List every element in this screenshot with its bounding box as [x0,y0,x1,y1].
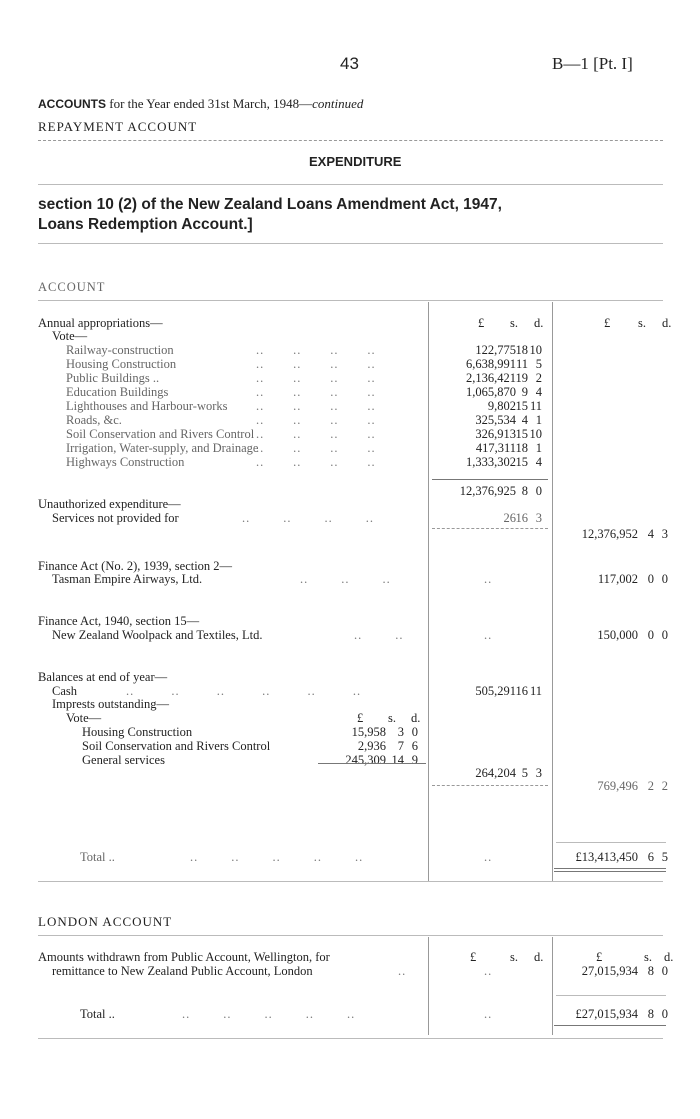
double-rule [554,868,666,869]
london-account-heading: LONDON ACCOUNT [38,914,173,929]
unauthorized-shillings: 16 [515,511,528,525]
grand-total-pence: 5 [661,850,668,864]
leader-dots: .. .. .. .. .. [190,850,364,864]
finance-1940-item: New Zealand Woolpack and Textiles, Ltd. [52,628,263,642]
finance-1939-heading: Finance Act (No. 2), 1939, section 2— [38,559,233,573]
leader-dots: .. .. [354,628,404,642]
cash-label: Cash [52,684,77,698]
appropriation-pence: 5 [535,357,542,371]
grand-total-shillings: 6 [647,850,654,864]
leader-dots: .. .. .. .. [256,357,376,371]
london-col1: .. [484,964,493,978]
unauthorized-pounds: 26 [503,511,516,525]
inner-pound-header: £ [357,711,364,725]
finance-1940-pence: 0 [661,628,668,642]
appropriation-pence: 1 [535,441,542,455]
appropriation-pounds: 1,065,870 [466,385,516,399]
unauthorized-heading: Unauthorized expenditure— [38,497,181,511]
london-amount-pence: 0 [661,964,668,978]
leader-dots: .. .. .. .. [256,455,376,469]
london-amount-shillings: 8 [647,964,654,978]
imprests-total-shillings: 5 [521,766,528,780]
appropriation-label: Lighthouses and Harbour-works [66,399,228,413]
london-total-label: Total .. [80,1007,115,1021]
cash-pounds: 505,291 [475,684,516,698]
total-rule [556,995,666,996]
col2-pence-header: d. [662,316,672,330]
appropriation-label: Railway-construction [66,343,174,357]
appropriation-pounds: 1,333,302 [466,455,516,469]
leader-dots: .. .. .. .. [256,399,376,413]
column-rule [552,302,553,882]
col1-pound-header: £ [478,316,485,330]
london-total-pence: 0 [661,1007,668,1021]
appropriation-pence: 11 [529,399,542,413]
london-col2-shilling-header: s. [644,950,652,964]
total-col1: .. [484,850,493,864]
document-reference: B—1 [Pt. I] [552,54,633,73]
section-heading-line1: section 10 (2) of the New Zealand Loans Amendment Act, 1947, [38,196,502,213]
appropriation-shillings: 18 [515,441,528,455]
finance-1940-heading: Finance Act, 1940, section 15— [38,614,200,628]
leader-dots: .. [398,964,407,978]
double-rule [554,1025,666,1026]
appropriation-pounds: 326,913 [475,427,516,441]
appropriation-pounds: 6,638,991 [466,357,516,371]
divider [38,140,663,141]
divider [38,184,663,185]
appropriation-pounds: 2,136,421 [466,371,516,385]
vote-label: Vote— [52,329,88,343]
annual-subtotal-pounds: 12,376,925 [459,484,516,498]
leader-dots: .. .. .. [300,572,391,586]
appropriations-total-shillings: 4 [647,527,654,541]
appropriation-label: Roads, &c. [66,413,122,427]
appropriation-shillings: 18 [515,343,528,357]
leader-dots: .. .. .. .. [256,371,376,385]
col2-pound-header: £ [604,316,611,330]
finance-1939-shillings: 0 [647,572,654,586]
page-number: 43 [340,54,359,73]
leader-dots: .. .. .. .. [242,511,374,525]
appropriation-label: Irrigation, Water-supply, and Drainage [66,441,259,455]
double-rule [554,871,666,872]
london-col1-shilling-header: s. [510,950,518,964]
leader-dots: .. .. .. .. .. .. [126,684,362,698]
leader-dots: .. .. .. .. .. [182,1007,356,1021]
divider [38,243,663,244]
rule [432,785,548,786]
divider [38,300,663,301]
column-rule [428,302,429,882]
rule [432,528,548,529]
balances-total-shillings: 2 [647,779,654,793]
imprests-total-pounds: 264,204 [475,766,516,780]
appropriation-shillings: 4 [521,413,528,427]
london-line1: Amounts withdrawn from Public Account, Wellington, for [38,950,330,964]
cash-pence: 11 [529,684,542,698]
appropriations-total-pounds: 12,376,952 [581,527,638,541]
total-label: Total .. [80,850,115,864]
imprest-pounds: 245,309 [345,753,386,767]
divider [38,1038,663,1039]
accounts-title [38,96,363,112]
appropriation-shillings: 15 [515,399,528,413]
imprest-label: Housing Construction [82,725,193,739]
expenditure-heading: EXPENDITURE [309,154,402,169]
finance-1940-col1: .. [484,628,493,642]
accounts-rest: for the Year ended 31st March, 1948— [109,96,313,111]
finance-1940-shillings: 0 [647,628,654,642]
appropriation-shillings: 9 [521,385,528,399]
imprest-pounds: 2,936 [357,739,386,753]
section-heading-line2: Loans Redemption Account.] [38,216,253,233]
divider [38,881,663,882]
appropriation-label: Education Buildings [66,385,169,399]
leader-dots: .. .. .. .. [256,385,376,399]
divider [38,935,663,936]
unauthorized-pence: 3 [535,511,542,525]
annual-subtotal-shillings: 8 [521,484,528,498]
imprest-pence: 9 [411,753,418,767]
leader-dots: .. .. .. .. [256,427,376,441]
inner-pence-header: d. [411,711,421,725]
appropriation-shillings: 15 [515,455,528,469]
finance-1939-pounds: 117,002 [597,572,638,586]
imprest-pence: 0 [411,725,418,739]
continued-label: continued [312,96,364,111]
imprest-shillings: 7 [397,739,404,753]
imprests-heading: Imprests outstanding— [52,697,170,711]
appropriation-pounds: 122,775 [475,343,516,357]
london-col2-pound-header: £ [596,950,603,964]
finance-1939-col1: .. [484,572,493,586]
imprest-label: General services [82,753,165,767]
imprests-total-pence: 3 [535,766,542,780]
accounts-bold: ACCOUNTS [38,97,106,111]
leader-dots: .. .. .. .. [256,343,376,357]
balances-heading: Balances at end of year— [38,670,168,684]
london-total-pounds: £27,015,934 [575,1007,638,1021]
london-line2: remittance to New Zealand Public Account, London [52,964,313,978]
finance-1939-item: Tasman Empire Airways, Ltd. [52,572,203,586]
imprests-vote-label: Vote— [66,711,102,725]
appropriation-label: Public Buildings .. [66,371,160,385]
appropriation-shillings: 15 [515,427,528,441]
balances-total-pounds: 769,496 [597,779,638,793]
imprest-pence: 6 [411,739,418,753]
london-col2-pence-header: d. [664,950,674,964]
appropriation-pence: 4 [535,455,542,469]
col2-shilling-header: s. [638,316,646,330]
grand-total-pounds: £13,413,450 [575,850,638,864]
appropriation-pence: 10 [529,343,542,357]
appropriations-total-pence: 3 [661,527,668,541]
appropriation-pence: 4 [535,385,542,399]
london-total-col1: .. [484,1007,493,1021]
london-total-shillings: 8 [647,1007,654,1021]
leader-dots: .. .. .. .. [256,413,376,427]
finance-1940-pounds: 150,000 [597,628,638,642]
balances-total-pence: 2 [661,779,668,793]
annual-appropriations-heading: Annual appropriations— [38,316,163,330]
leader-dots: .. .. .. .. [256,441,376,455]
column-rule [428,937,429,1035]
appropriation-shillings: 11 [515,357,528,371]
finance-1939-pence: 0 [661,572,668,586]
unauthorized-item: Services not provided for [52,511,179,525]
subtotal-rule [432,479,548,480]
appropriation-pence: 10 [529,427,542,441]
appropriation-label: Highways Construction [66,455,185,469]
annual-subtotal-pence: 0 [535,484,542,498]
imprest-shillings: 14 [391,753,404,767]
imprest-label: Soil Conservation and Rivers Control [82,739,271,753]
london-col1-pence-header: d. [534,950,544,964]
account-label: ACCOUNT [38,280,106,294]
appropriation-pounds: 9,802 [487,399,516,413]
total-rule [556,842,666,843]
imprest-shillings: 3 [397,725,404,739]
imprests-rule [318,763,426,764]
col1-shilling-header: s. [510,316,518,330]
appropriation-pounds: 325,534 [475,413,516,427]
london-col1-pound-header: £ [470,950,477,964]
appropriation-pence: 1 [535,413,542,427]
appropriation-label: Housing Construction [66,357,177,371]
appropriation-shillings: 19 [515,371,528,385]
cash-shillings: 16 [515,684,528,698]
appropriation-pence: 2 [535,371,542,385]
imprest-pounds: 15,958 [351,725,386,739]
repayment-account-title: REPAYMENT ACCOUNT [38,119,198,134]
inner-shilling-header: s. [388,711,396,725]
col1-pence-header: d. [534,316,544,330]
london-amount-pounds: 27,015,934 [581,964,638,978]
appropriation-label: Soil Conservation and Rivers Control [66,427,255,441]
appropriation-pounds: 417,311 [475,441,516,455]
